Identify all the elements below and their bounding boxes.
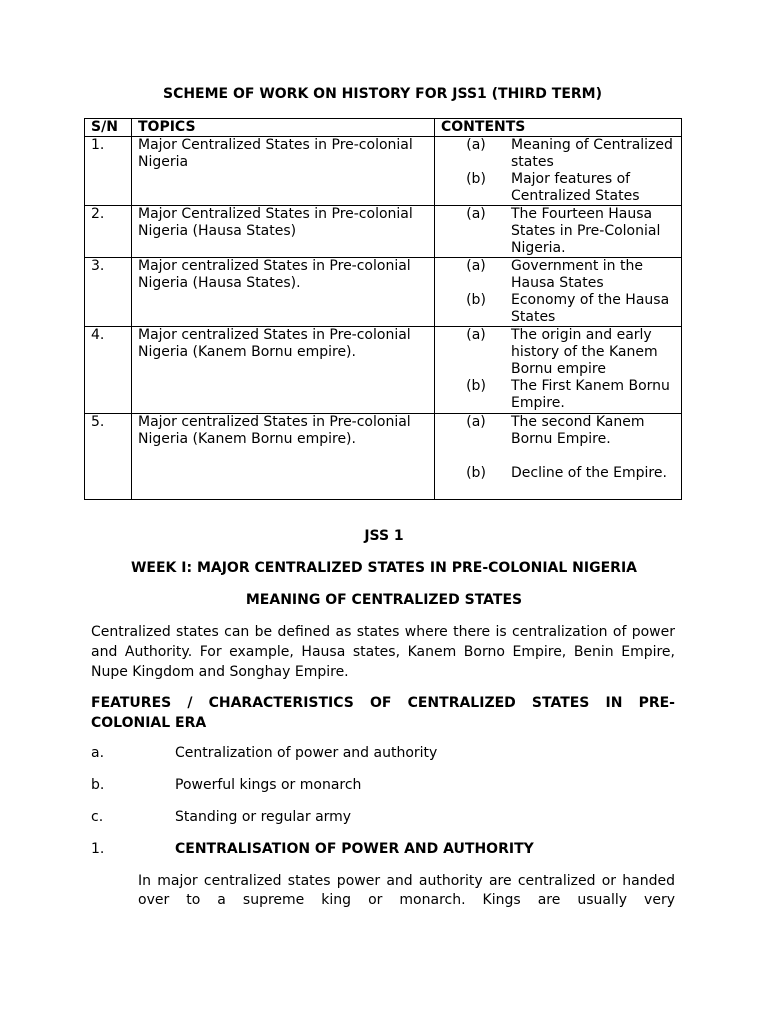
content-item (441, 327, 675, 378)
table-row (85, 327, 682, 414)
content-label: (b) (466, 292, 486, 308)
row-topic: Major centralized States in Pre-colonial Nigeria (Kanem Bornu empire). (132, 414, 435, 500)
list-item (91, 777, 681, 794)
list-marker: b. (91, 777, 105, 793)
scheme-of-work-table (84, 118, 682, 500)
content-label: (a) (466, 258, 486, 274)
content-text: The second Kanem Bornu Empire. (511, 414, 645, 447)
subheading-text: CENTRALISATION OF POWER AND AUTHORITY (175, 841, 534, 857)
row-topic: Major Centralized States in Pre-colonial Nigeria (Hausa States) (132, 206, 435, 258)
row-contents (435, 206, 682, 258)
content-text: Government in the Hausa States (511, 258, 643, 291)
list-item (91, 745, 681, 762)
list-marker: c. (91, 809, 104, 825)
content-label: (a) (466, 327, 486, 343)
content-text: Decline of the Empire. (511, 465, 667, 481)
list-marker: a. (91, 745, 105, 761)
list-text: Powerful kings or monarch (175, 777, 362, 793)
row-sn: 1. (85, 137, 132, 206)
document-title: SCHEME OF WORK ON HISTORY FOR JSS1 (THIRD TERM) (162, 86, 603, 102)
content-text: Economy of the Hausa States (511, 292, 670, 325)
list-item (91, 809, 681, 826)
row-sn: 2. (85, 206, 132, 258)
table-row (85, 258, 682, 327)
column-header-contents: CONTENTS (435, 119, 682, 137)
content-label: (a) (466, 414, 486, 430)
content-text: The Fourteen Hausa States in Pre-Colonial Nigeria. (511, 206, 661, 256)
content-item (441, 465, 675, 482)
content-text: The First Kanem Bornu Empire. (511, 378, 670, 411)
content-item (441, 378, 675, 412)
table-row (85, 414, 682, 500)
content-item (441, 171, 675, 205)
table-row (85, 137, 682, 206)
list-text: Centralization of power and authority (175, 745, 438, 761)
row-contents (435, 414, 682, 500)
column-header-sn: S/N (85, 119, 132, 137)
meaning-paragraph: Centralized states can be defined as states where there is centralization of power and Authority. For example, Hausa states, Kanem Borno Empire, Benin Empire, Nupe Kingdom and Songhay Empire. (91, 624, 675, 680)
list-text: Standing or regular army (175, 809, 352, 825)
content-label: (a) (466, 137, 486, 153)
row-sn: 4. (85, 327, 132, 414)
content-text: Major features of Centralized States (511, 171, 640, 204)
meaning-heading: MEANING OF CENTRALIZED STATES (245, 592, 523, 608)
week-heading: WEEK I: MAJOR CENTRALIZED STATES IN PRE-COLONIAL NIGERIA (130, 560, 637, 576)
content-item (441, 292, 675, 326)
content-item (441, 414, 675, 448)
content-label: (a) (466, 206, 486, 222)
table-row (85, 206, 682, 258)
row-topic: Major centralized States in Pre-colonial Nigeria (Kanem Bornu empire). (132, 327, 435, 414)
content-label: (b) (466, 465, 486, 481)
row-topic: Major centralized States in Pre-colonial Nigeria (Hausa States). (132, 258, 435, 327)
row-sn: 5. (85, 414, 132, 500)
content-item (441, 137, 675, 171)
row-sn: 3. (85, 258, 132, 327)
column-header-topics: TOPICS (132, 119, 435, 137)
subheading-marker: 1. (91, 841, 105, 857)
content-label: (b) (466, 378, 486, 394)
subheading (91, 841, 681, 858)
table-header-row (85, 119, 682, 137)
content-item (441, 206, 675, 257)
content-label: (b) (466, 171, 486, 187)
row-contents (435, 258, 682, 327)
content-text: Meaning of Centralized states (511, 137, 673, 170)
features-heading: FEATURES / CHARACTERISTICS OF CENTRALIZED STATES IN PRE-COLONIAL ERA (91, 695, 675, 731)
row-contents (435, 137, 682, 206)
content-item (441, 258, 675, 292)
class-heading: JSS 1 (364, 528, 404, 544)
body-paragraph: In major centralized states power and authority are centralized or handed over to a supreme king or monarch. Kings are usually very (138, 873, 675, 908)
row-contents (435, 327, 682, 414)
row-topic: Major Centralized States in Pre-colonial Nigeria (132, 137, 435, 206)
content-text: The origin and early history of the Kanem Bornu empire (511, 327, 658, 377)
